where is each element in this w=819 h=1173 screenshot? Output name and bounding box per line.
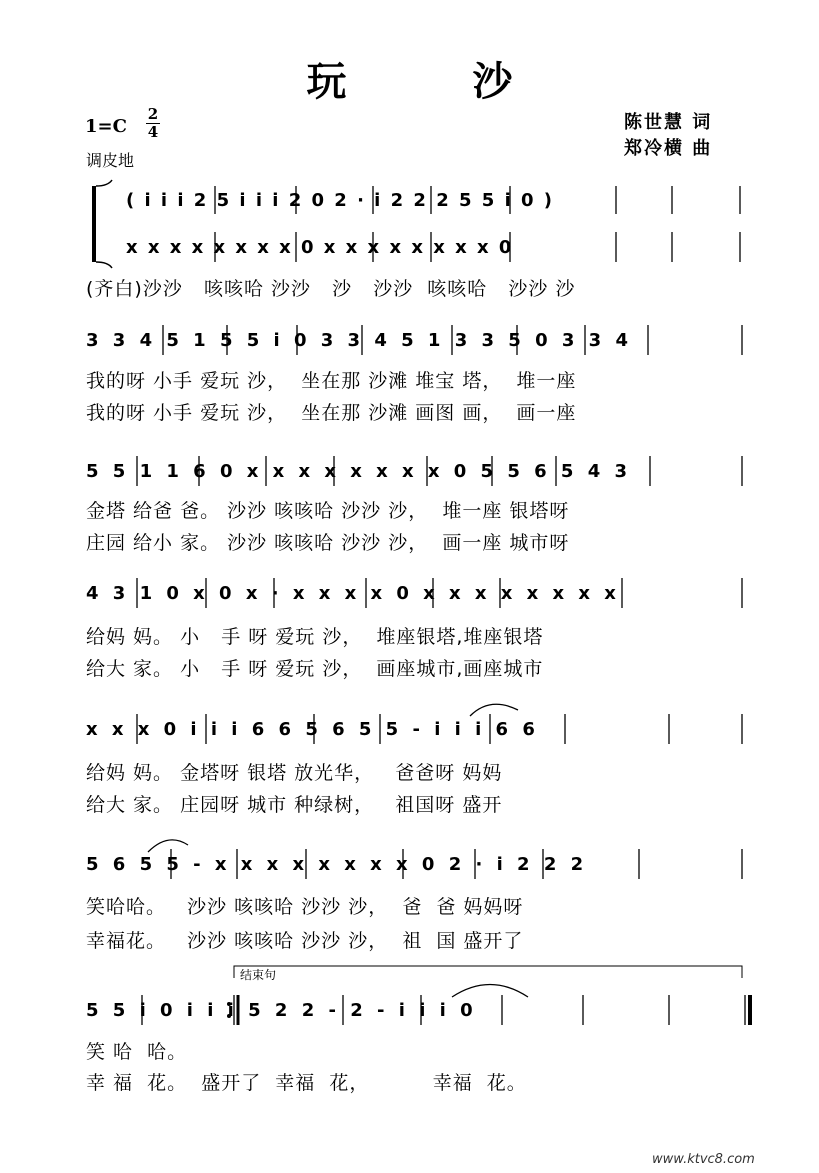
system-6-lyrics-1: 笑哈哈。 沙沙 咳咳哈 沙沙 沙， 爸 爸 妈妈呀 [86,896,524,918]
system-3-lyrics-2: 庄园 给小 家。 沙沙 咳咳哈 沙沙 沙， 画一座 城市呀 [86,532,570,554]
system-4-lyrics-1: 给妈 妈。 小 手 呀 爱玩 沙， 堆座银塔,堆座银塔 [86,626,544,648]
system-5-lyrics-2: 给大 家。 庄园呀 城市 种绿树， 祖国呀 盛开 [86,794,503,816]
ending-bracket [234,966,742,978]
system-3-notes: 5 5 1 1 6 0 x x x x x x x x 0 5 5 6 5 4 3 [86,461,632,482]
system-1-upper-notes: ( i i i 2 5 i i i 2 0 2 · i 2 2 2 5 5 i 0 ) [126,190,555,211]
slurs [148,704,528,997]
system-2-notes: 3 3 4 5 1 5 5 i 0 3 3 4 5 1 3 3 5 0 3 3 4 [86,330,632,351]
key-signature: 1=C [85,116,127,137]
system-4-lyrics-2: 给大 家。 小 手 呀 爱玩 沙， 画座城市,画座城市 [86,658,544,680]
system-5-lyrics-1: 给妈 妈。 金塔呀 银塔 放光华， 爸爸呀 妈妈 [86,762,503,784]
time-numerator: 2 [147,105,159,123]
ending-label: 结束句 [240,968,277,982]
time-denominator: 4 [147,123,159,141]
watermark: www.ktvc8.com [652,1152,755,1167]
system-6-notes: 5 6 5 5 - x x x x x x x x 0 2 · i 2 2 2 [86,854,588,875]
tempo-style: 调皮地 [86,151,135,170]
system-1-lower-notes: x x x x x x x x 0 x x x x x x x x 0 [126,237,514,258]
composer-credit: 郑冷横 曲 [624,138,713,159]
system-7-lyrics-1: 笑 哈 哈。 [86,1041,188,1063]
system-4-notes: 4 3 1 0 x 0 x · x x x x 0 x x x x x x x x [86,583,620,604]
system-3-lyrics-1: 金塔 给爸 爸。 沙沙 咳咳哈 沙沙 沙， 堆一座 银塔呀 [86,500,570,522]
system-7-notes: 5 5 i 0 i i i 5 2 2 - 2 - i i i 0 [86,1000,477,1021]
system-2-lyrics-2: 我的呀 小手 爱玩 沙， 坐在那 沙滩 画图 画， 画一座 [86,402,577,424]
system-5-notes: x x x 0 i i i 6 6 5 6 5 5 - i i i 6 6 [86,719,539,740]
lyricist-credit: 陈世慧 词 [624,112,713,133]
system-2-lyrics-1: 我的呀 小手 爱玩 沙， 坐在那 沙滩 堆宝 塔， 堆一座 [86,370,577,392]
system-7-lyrics-2: 幸 福 花。 盛开了 幸福 花， 幸福 花。 [86,1072,527,1094]
system-1-lyrics-1: (齐白)沙沙 咳咳哈 沙沙 沙 沙沙 咳咳哈 沙沙 沙 [86,278,576,300]
system-6-lyrics-2: 幸福花。 沙沙 咳咳哈 沙沙 沙， 祖 国 盛开了 [86,930,524,952]
song-title: 玩 沙 [306,59,569,105]
system-bracket [94,180,112,268]
